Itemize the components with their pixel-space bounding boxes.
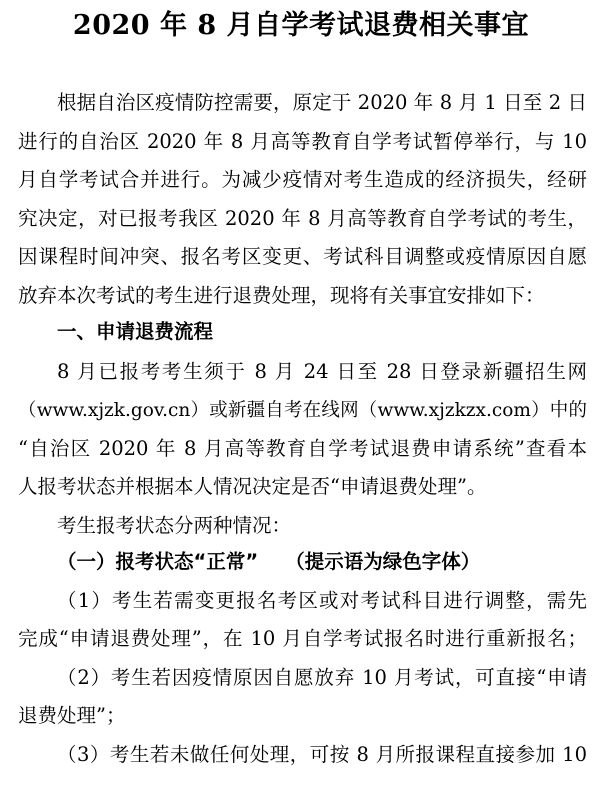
document-title: 2020 年 8 月自学考试退费相关事宜 (72, 10, 530, 41)
paragraph-line: 因课程时间冲突、报名考区变更、考试科目调整或疫情原因自愿 (18, 245, 587, 268)
paragraph-line: （www.xjzk.gov.cn）或新疆自考在线网（www.xjzkzx.com）中的 (18, 400, 587, 421)
paragraph-line: 进行的自治区 2020 年 8 月高等教育自学考试暂停举行，与 10 (18, 130, 587, 153)
paragraph-line: 8 月已报考考生须于 8 月 24 日至 28 日登录新疆招生网 (57, 360, 587, 383)
paragraph-line: “自治区 2020 年 8 月高等教育自学考试退费申请系统”查看本 (18, 437, 587, 460)
section-heading: 一、申请退费流程 (57, 320, 214, 343)
paragraph-line: （2）考生若因疫情原因自愿放弃 10 月考试，可直接“申请 (57, 666, 587, 689)
subsection-heading: （一）报考状态“正常” （提示语为绿色字体） (57, 550, 481, 573)
paragraph-line: （1）考生若需变更报名考区或对考试科目进行调整，需先 (57, 589, 587, 612)
paragraph-line: 月自学考试合并进行。为减少疫情对考生造成的经济损失，经研 (18, 168, 587, 191)
paragraph-line: 根据自治区疫情防控需要，原定于 2020 年 8 月 1 日至 2 日 (57, 91, 587, 114)
paragraph-line: 退费处理”； (18, 704, 126, 727)
paragraph-line: 放弃本次考试的考生进行退费处理，现将有关事宜安排如下： (18, 284, 545, 307)
paragraph-line: 人报考状态并根据本人情况决定是否“申请退费处理”。 (18, 475, 487, 498)
paragraph-line: 考生报考状态分两种情况： (57, 514, 292, 537)
paragraph-line: 究决定，对已报考我区 2020 年 8 月高等教育自学考试的考生， (18, 207, 587, 230)
paragraph-line: 完成“申请退费处理”，在 10 月自学考试报名时进行重新报名； (18, 627, 587, 650)
paragraph-line: （3）考生若未做任何处理，可按 8 月所报课程直接参加 10 (57, 743, 587, 766)
